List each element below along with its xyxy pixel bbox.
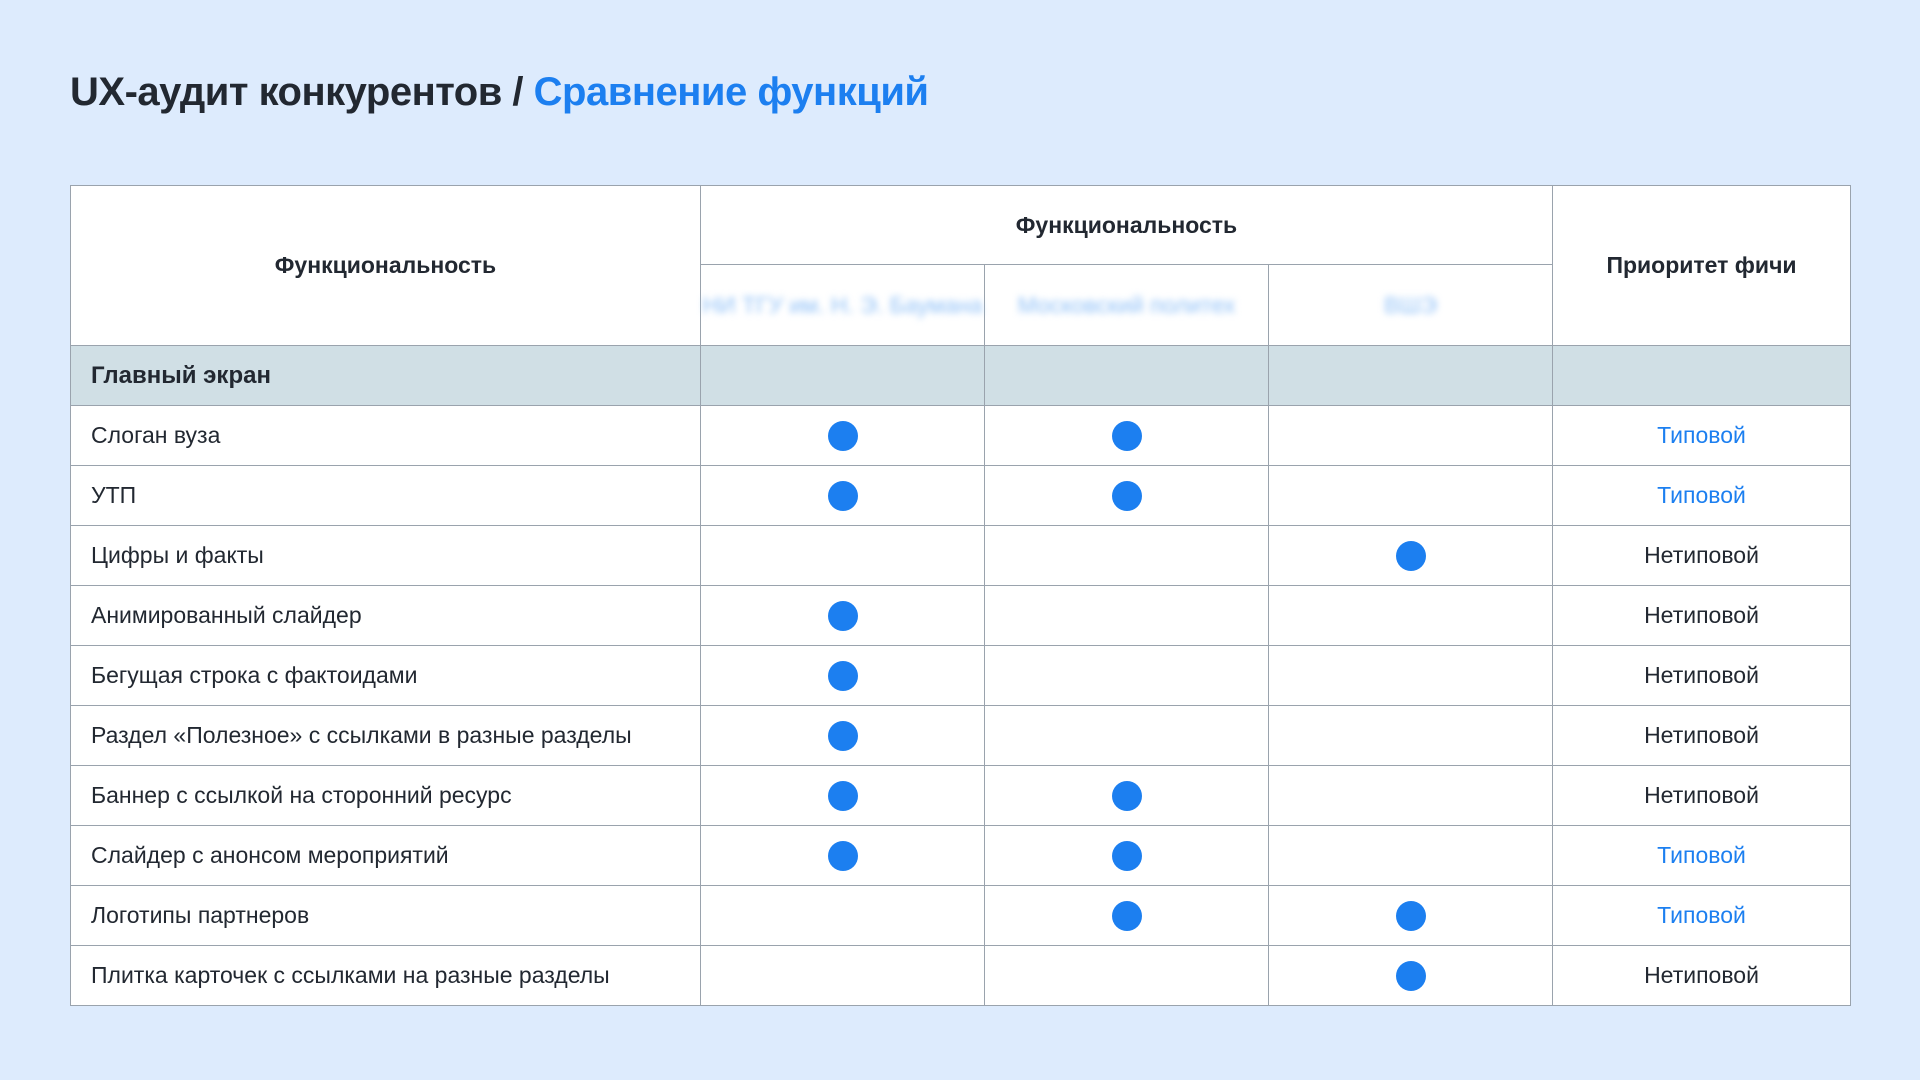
dot-icon bbox=[1112, 901, 1142, 931]
mark-cell-3 bbox=[1269, 646, 1553, 706]
feature-label: Плитка карточек с ссылками на разные разделы bbox=[71, 946, 701, 1006]
dot-icon bbox=[1396, 901, 1426, 931]
mark-cell-2 bbox=[985, 466, 1269, 526]
table-row bbox=[71, 586, 1851, 646]
dot-icon bbox=[828, 601, 858, 631]
table-row bbox=[71, 946, 1851, 1006]
mark-cell-3 bbox=[1269, 826, 1553, 886]
feature-label: УТП bbox=[71, 466, 701, 526]
section-row bbox=[71, 346, 1851, 406]
mark-cell-3 bbox=[1269, 706, 1553, 766]
priority-label: Типовой bbox=[1553, 406, 1851, 466]
feature-label: Баннер с ссылкой на сторонний ресурс bbox=[71, 766, 701, 826]
mark-cell-1 bbox=[701, 766, 985, 826]
feature-label: Логотипы партнеров bbox=[71, 886, 701, 946]
priority-label: Нетиповой bbox=[1553, 586, 1851, 646]
table-row bbox=[71, 706, 1851, 766]
mark-cell-3 bbox=[1269, 946, 1553, 1006]
mark-cell-3 bbox=[1269, 406, 1553, 466]
mark-cell-2 bbox=[985, 646, 1269, 706]
page-title-main: UX-аудит конкурентов / bbox=[70, 70, 534, 114]
priority-label: Типовой bbox=[1553, 886, 1851, 946]
dot-icon bbox=[828, 781, 858, 811]
priority-label: Типовой bbox=[1553, 826, 1851, 886]
table-row bbox=[71, 646, 1851, 706]
mark-cell-1 bbox=[701, 466, 985, 526]
mark-cell-3 bbox=[1269, 586, 1553, 646]
mark-cell-3 bbox=[1269, 886, 1553, 946]
dot-icon bbox=[828, 481, 858, 511]
mark-cell-1 bbox=[701, 826, 985, 886]
feature-label: Раздел «Полезное» с ссылками в разные разделы bbox=[71, 706, 701, 766]
mark-cell-3 bbox=[1269, 466, 1553, 526]
header-competitor-2: Московский политех bbox=[985, 265, 1269, 346]
mark-cell-2 bbox=[985, 706, 1269, 766]
mark-cell-1 bbox=[701, 526, 985, 586]
mark-cell-1 bbox=[701, 946, 985, 1006]
header-competitor-1: НИ ТГУ им. Н. Э. Баумана bbox=[701, 265, 985, 346]
header-feature: Функциональность bbox=[71, 186, 701, 346]
table-row bbox=[71, 526, 1851, 586]
mark-cell-2 bbox=[985, 826, 1269, 886]
feature-label: Бегущая строка с фактоидами bbox=[71, 646, 701, 706]
mark-cell-2 bbox=[985, 886, 1269, 946]
mark-cell-1 bbox=[701, 586, 985, 646]
mark-cell-2 bbox=[985, 946, 1269, 1006]
header-priority: Приоритет фичи bbox=[1553, 186, 1851, 346]
priority-label: Нетиповой bbox=[1553, 526, 1851, 586]
feature-label: Слайдер с анонсом мероприятий bbox=[71, 826, 701, 886]
page-title-accent: Сравнение функций bbox=[533, 70, 929, 114]
feature-comparison-table bbox=[70, 185, 1851, 1006]
table-row bbox=[71, 826, 1851, 886]
page-title bbox=[70, 70, 929, 115]
priority-label: Нетиповой bbox=[1553, 706, 1851, 766]
mark-cell-1 bbox=[701, 406, 985, 466]
priority-label: Нетиповой bbox=[1553, 646, 1851, 706]
header-group: Функциональность bbox=[701, 186, 1553, 265]
dot-icon bbox=[1112, 781, 1142, 811]
mark-cell-2 bbox=[985, 406, 1269, 466]
dot-icon bbox=[1112, 841, 1142, 871]
priority-label: Нетиповой bbox=[1553, 766, 1851, 826]
table-row bbox=[71, 406, 1851, 466]
table-row bbox=[71, 886, 1851, 946]
priority-label: Нетиповой bbox=[1553, 946, 1851, 1006]
dot-icon bbox=[1112, 421, 1142, 451]
mark-cell-3 bbox=[1269, 526, 1553, 586]
dot-icon bbox=[828, 721, 858, 751]
dot-icon bbox=[828, 421, 858, 451]
mark-cell-1 bbox=[701, 646, 985, 706]
dot-icon bbox=[828, 661, 858, 691]
priority-label: Типовой bbox=[1553, 466, 1851, 526]
table-row bbox=[71, 766, 1851, 826]
table-row bbox=[71, 466, 1851, 526]
header-competitor-3: ВШЭ bbox=[1269, 265, 1553, 346]
dot-icon bbox=[1396, 961, 1426, 991]
mark-cell-2 bbox=[985, 766, 1269, 826]
mark-cell-1 bbox=[701, 886, 985, 946]
section-label: Главный экран bbox=[71, 346, 701, 406]
mark-cell-2 bbox=[985, 586, 1269, 646]
mark-cell-3 bbox=[1269, 766, 1553, 826]
mark-cell-1 bbox=[701, 706, 985, 766]
dot-icon bbox=[828, 841, 858, 871]
dot-icon bbox=[1396, 541, 1426, 571]
dot-icon bbox=[1112, 481, 1142, 511]
mark-cell-2 bbox=[985, 526, 1269, 586]
feature-label: Анимированный слайдер bbox=[71, 586, 701, 646]
feature-label: Цифры и факты bbox=[71, 526, 701, 586]
feature-label: Слоган вуза bbox=[71, 406, 701, 466]
